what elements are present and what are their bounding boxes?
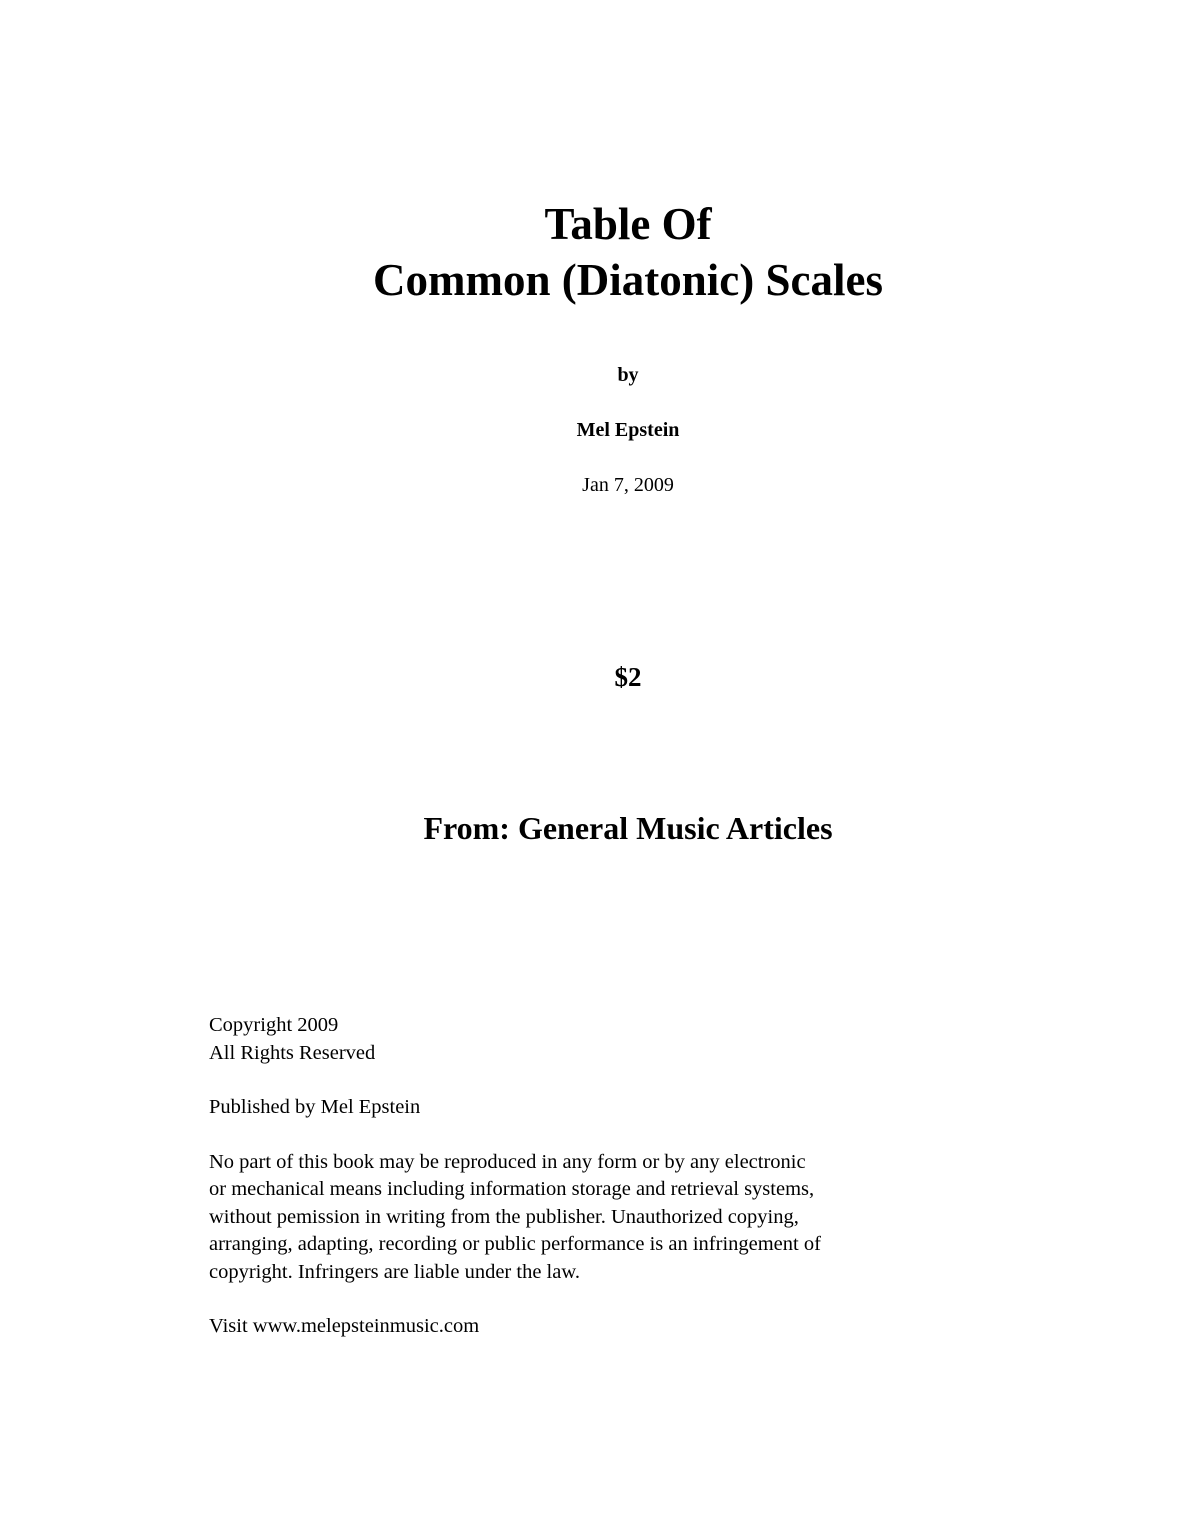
document-title: [0, 196, 1187, 308]
publication-date: Jan 7, 2009: [582, 474, 674, 496]
reproduction-notice: [209, 1149, 969, 1287]
notice-line: without pemission in writing from the publisher. Unauthorized copying,: [209, 1205, 799, 1228]
notice-line: or mechanical means including information storage and retrieval systems,: [209, 1178, 815, 1200]
price: $2: [614, 662, 642, 692]
publisher-line: Published by Mel Epstein: [209, 1096, 421, 1118]
title-line-1: Table Of: [544, 199, 712, 249]
rights-reserved: All Rights Reserved: [209, 1041, 376, 1064]
copyright-year: Copyright 2009: [209, 1014, 339, 1036]
title-line-2: Common (Diatonic) Scales: [373, 255, 883, 305]
notice-line: No part of this book may be reproduced in any form or by any electronic: [209, 1150, 806, 1173]
legal-notice: [209, 1012, 969, 1368]
notice-line: copyright. Infringers are liable under the law.: [209, 1260, 580, 1283]
copyright-block: [209, 1012, 969, 1067]
byline-label: by: [617, 364, 639, 386]
notice-line: arranging, adapting, recording or public performance is an infringement of: [209, 1233, 821, 1255]
website-line: Visit www.melepsteinmusic.com: [209, 1315, 480, 1337]
author-name: Mel Epstein: [576, 419, 680, 441]
source-collection: From: General Music Articles: [423, 810, 833, 846]
